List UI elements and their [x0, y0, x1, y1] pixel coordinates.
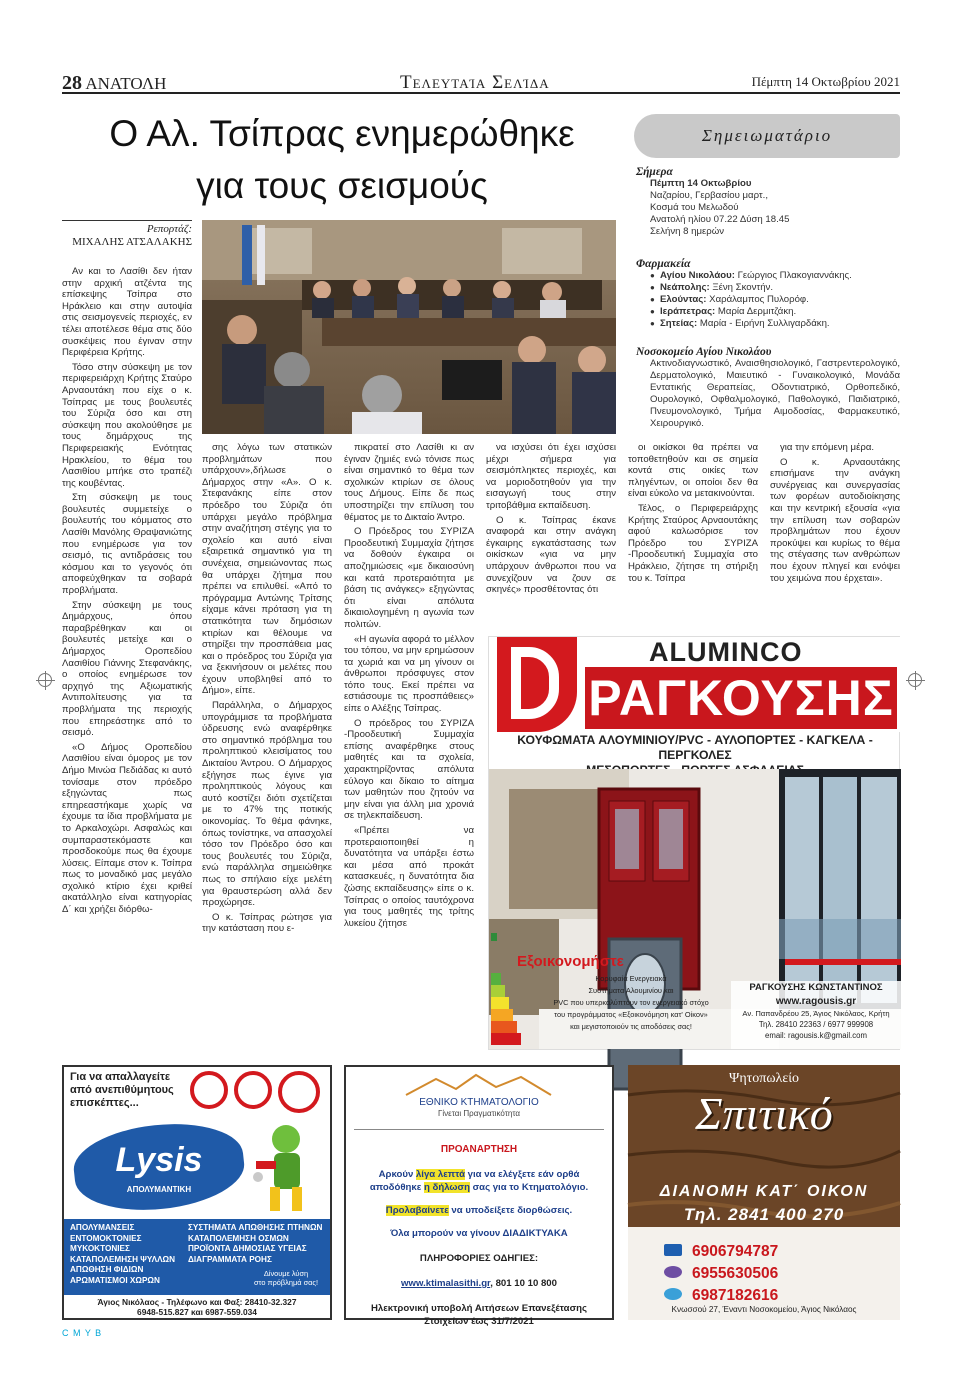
energy-line: του προγράμματος «Εξοικονόμηση κατ' Οίκον»: [554, 1010, 708, 1019]
pharmacies-list: [636, 270, 900, 330]
ktimatologio-body: [346, 1143, 612, 1328]
energy-line: και μεγιστοποιούν τις αποδόσεις σας!: [570, 1022, 692, 1031]
lysis-slogan: [244, 1269, 328, 1287]
website-link[interactable]: www.ktimalasithi.gr: [401, 1278, 491, 1289]
org-sub: Γίνεται Πραγματικότητα: [437, 1109, 521, 1118]
energy-bar-a: [491, 973, 501, 985]
article-headline: [62, 108, 622, 212]
ad-ktimatologio: [344, 1065, 614, 1327]
phone-text: , 801 10 10 800: [490, 1278, 557, 1289]
pharmacy-town: Αγίου Νικολάου:: [660, 270, 735, 281]
paragraph: για την επόμενη μέρα.: [780, 442, 875, 453]
energy-line: Κορυφαία Ενεργειακά: [595, 974, 667, 983]
list-item: ΠΡΟΪΟΝΤΑ ΔΗΜΟΣΙΑΣ ΥΓΕΙΑΣ: [188, 1244, 307, 1254]
paragraph: Ο κ. Τσίπρας έκανε αναφορά και στην ανάγκη έγκαιρης εγκατάστασης των οικίσκων «για να μην υπάρχουν άνθρωποι που να συνεχίζουν να ζουν σε σκηνές» προσθέτοντας ότι: [486, 514, 616, 596]
today-date: Πέμπτη 14 Οκτωβρίου: [650, 178, 752, 189]
notebook-title: Σημειωματάριο: [634, 114, 900, 158]
contact-line: 6948-515.827 και 6987-559.034: [137, 1307, 257, 1318]
lysis-logo: Lysis: [115, 1141, 203, 1179]
notice-line-6: [346, 1277, 612, 1290]
list-item: [650, 306, 900, 318]
paragraph: πικρατεί στο Λασίθι κι αν έγιναν ζημιές ενώ τόνισε πως είναι σημαντικό το θέμα των σχολικών κτιρίων σε όλους τους Δήμους. Είπε δε πως υποστηρίζει την επίλυση του θέματος με το Δικταίο Άντρο.: [344, 442, 474, 523]
address: Αν. Παπανδρέου 25, Άγιος Νικόλαος, Κρήτη: [742, 1009, 890, 1018]
list-item: [650, 318, 900, 330]
paragraph: Ο πρόεδρος του ΣΥΡΙΖΑ -Προοδευτική Συμμαχία επίσης αναφέρθηκε στους μαθητές και τα σχολεία, χαρακτηρίζοντας απόλυτα εύλογο και δίκαιο το αίτημα των μαθητών που ζητούν να μην είναι για άλλη μια χρονιά σε τηλεκπαίδευση.: [344, 717, 474, 822]
email: email: ragousis.k@gmail.com: [765, 1031, 867, 1040]
page-number-and-paper: [62, 72, 166, 95]
website: www.ragousis.gr: [775, 996, 857, 1007]
list-item: ΚΑΤΑΠΟΛΕΜΗΣΗ ΨΥΛΛΩΝ: [70, 1254, 176, 1264]
sun-times: Ανατολή ηλίου 07.22 Δύση 18.45: [650, 214, 790, 225]
registration-mark-left: [38, 673, 52, 687]
hospital-departments: Ακτινοδιαγνωστικό, Αναισθησιολογικό, Γαστρεντερολογικό, Δερματολογικό, Μαιευτικό - Γυναικολογικό, Μονάδα Εντατικής Θεραπείας, Οδοντιατρικό, Ορθοπεδικό, Ουρολογικό, Οφθαλμολογικό, Παθολογικό, Παιδιατρικό, Πνευμονολογικό, Τμήμα Αιμοδοσίας, Φαρμακευτικό, Χειρουργικό.: [650, 358, 900, 429]
hospital-label: Νοσοκομείο Αγίου Νικολάου: [636, 346, 772, 358]
list-item: ΜΥΚΟΚΤΟΝΙΕΣ: [70, 1244, 130, 1254]
paragraph: Ο Πρόεδρος του ΣΥΡΙΖΑ Προοδευτική Συμμαχία ζήτησε να δοθούν έγκαιρα οι αποζημιώσεις «με δικαιοσύνη και κατά προτεραιότητα με βάση τις ανάγκες» εξηγώντας ότι είναι απόλυτα δικαιολογημένη η αγωνία των πολιτών.: [344, 526, 474, 630]
r-logo-icon: [511, 647, 559, 719]
list-item: ΣΥΣΤΗΜΑΤΑ ΑΠΩΘΗΣΗΣ ΠΤΗΝΩΝ: [188, 1223, 323, 1232]
issue-date: Πέμπτη 14 Οκτωβρίου 2021: [751, 74, 900, 89]
owner-name: ΡΑΓΚΟΥΣΗΣ ΚΩΝΣΤΑΝΤΙΝΟΣ: [749, 982, 883, 993]
services-line-1: ΚΟΥΦΩΜΑΤΑ ΑΛΟΥΜΙΝΙΟΥ/PVC - ΑΥΛΟΠΟΡΤΕΣ - ΚΑΓΚΕΛΑ - ΠΕΡΓΚΟΛΕΣ: [517, 733, 873, 762]
pharmacies-label: Φαρμακεία: [636, 258, 691, 270]
org-name: ΕΘΝΙΚΟ ΚΤΗΜΑΤΟΛΟΓΙΟ: [419, 1097, 539, 1108]
notice-line-5: ΠΛΗΡΟΦΟΡΙΕΣ ΟΔΗΓΙΕΣ:: [419, 1253, 539, 1264]
spitiko-logo: Σπιτικό: [695, 1088, 833, 1139]
notice-line-2: [346, 1181, 612, 1194]
mobile-row: [664, 1241, 884, 1263]
energy-saving-block: [491, 933, 731, 1051]
ad-brand-area: [489, 637, 901, 732]
whatsapp-icon: [664, 1288, 682, 1300]
spitiko-top: Ψητοπωλείο: [729, 1071, 799, 1086]
slogan-line: Δίνουμε λύση: [263, 1269, 309, 1278]
text-run: σας για το Κτηματολόγιο.: [469, 1182, 589, 1193]
page-header: [62, 72, 900, 94]
spitiko-address: Κνωσσού 27, Έναντι Νοσοκομείου, Άγιος Νικόλαος: [671, 1305, 857, 1314]
text-run: να υποδείξετε διορθώσεις.: [448, 1205, 573, 1216]
list-item: ΚΑΤΑΠΟΛΕΜΗΣΗ ΟΣΜΩΝ: [188, 1233, 289, 1243]
meeting-photo-illustration: [202, 220, 616, 434]
lysis-contact: [64, 1297, 330, 1318]
paragraph: Στη σύσκεψη με τους βουλευτές συμμετείχε ο βουλευτής του κόμματος στο Λασίθι Μανόλης Θραψανιώτης που ενημέρωσε για τον σεισμό, τις αντιδράσεις του κόσμου και το γεγονός ότι αποφεύχθηκαν τα σοβαρά προβλήματα.: [62, 492, 192, 597]
article-column-5: [628, 442, 758, 622]
text-run: αποδόθηκε: [369, 1182, 424, 1193]
ktimatologio-logo: [346, 1071, 612, 1123]
article-column-1: [62, 266, 192, 1052]
list-item: [650, 294, 900, 306]
ad-contact-block: [731, 981, 901, 1049]
today-saints-2: Κοσμά του Μελωδού: [650, 202, 739, 213]
energy-bar-d: [491, 1009, 513, 1021]
paragraph: Ο κ. Αρναουτάκης επισήμανε την ανάγκη συνέργειας και συνεργασίας των φορέων αυτοδιοίκησης και την κεντρική εξουσία «για την επίλυση των σοβαρών προβλημάτων που έχουν προκύψει και κυρίως το θέμα της στέγασης των ανθρώπων που έχουν πληγεί και ενόψει του χειμώνα που έρχεται».: [770, 456, 900, 584]
pharmacy-town: Σητείας:: [660, 318, 698, 329]
text-run: για να ελέγξετε εάν ορθά: [465, 1169, 580, 1180]
mountains-icon: [346, 1071, 612, 1099]
lysis-tagline: Για να απαλλαγείτε από ανεπιθύμητους επισκέπτες...: [70, 1071, 174, 1109]
mobile-number: 6987182616: [692, 1287, 779, 1304]
article-column-6: [770, 442, 900, 622]
energy-bar-c: [491, 997, 509, 1009]
pharmacy-town: Ελούντας:: [660, 294, 707, 305]
paragraph: «Ο Δήμος Οροπεδίου Λασιθίου είναι όμορος με τον Δήμο Μινώα Πεδιάδας κι αυτό τονίσαμε στον πρόεδρο εξηγώντας πως επηρεαστήκαμε χωρίς να έχουμε τα ίδια προβλήματα με το Αρκαλοχώρι. Ασφαλώς και συμπαραστεκόμαστε και προσδοκούμε πως θα έχουμε λύσεις. Είπαμε στον κ. Τσίπρα πως το μοναδικό μας μεγάλο σχολικό κτίριο έχει κριθεί ακατάλληλο είναι κατηγορίας Δ΄ και χρήζει διόρθω-: [62, 741, 192, 916]
paragraph: Ο κ. Τσίπρας ρώτησε για την κατάσταση που ε-: [202, 911, 332, 935]
paragraph: οι οικίσκοι θα πρέπει να τοποθετηθούν και σε σημεία κοντά στις οικίες των πληγέντων, οι οποίοι δεν θα είναι εύκολο να μετακινούνται.: [628, 442, 758, 500]
pharmacy-name: Γεώργιος Πλακογιαννάκης.: [737, 270, 852, 281]
pharmacy-name: Μαρία Δερμιτζάκη.: [717, 306, 797, 317]
paragraph: να ισχύσει ότι έχει ισχύσει μέχρι σήμερα για σεισμόπληκτες περιοχές, και να μοριοδοτηθούν για την εισαγωγή τους στην τριτοβάθμια εκπαίδευση.: [486, 442, 616, 511]
cmyb-label: C M Y B: [62, 1328, 103, 1338]
list-item: ΕΝΤΟΜΟΚΤΟΝΙΕΣ: [70, 1233, 142, 1243]
list-item: ΑΠΟΛΥΜΑΝΣΕΙΣ: [70, 1223, 135, 1232]
phone: Τηλ. 28410 22363 / 6977 999908: [758, 1020, 874, 1029]
delivery-label: ΔΙΑΝΟΜΗ ΚΑΤ΄ ΟΙΚΟΝ: [659, 1183, 869, 1200]
pests-icons: [190, 1071, 330, 1111]
section-title: Τελευταία Σελίδα: [400, 72, 550, 93]
mobile-number: 6955630506: [692, 1265, 779, 1282]
notice-line-4: Όλα μπορούν να γίνουν ΔΙΑΔΙΚΤΥΑΚΑ: [390, 1228, 568, 1239]
byline: [62, 220, 192, 249]
mobile-row: [664, 1263, 884, 1285]
today-saints: Ναζαρίου, Γερβασίου μαρτ.,: [650, 190, 769, 201]
pharmacies-section: [636, 258, 900, 330]
today-label: Σήμερα: [636, 166, 673, 178]
no-bug-icon: [234, 1071, 272, 1109]
lysis-sub: ΑΠΟΛΥΜΑΝΤΙΚΗ: [126, 1185, 192, 1194]
paragraph: Τόσο στην σύσκεψη με τον περιφερειάρχη Κρήτης Σταύρο Αρναουτάκη που είχε ο κ. Τσίπρας με τους βουλευτές του Σύριζα όσο και στη σύσκεψη που ακολούθησε με τους δημάρχους της Περιφερειακής Ενότητας Ηρακλείου, το θέμα του Λασιθίου μπήκε στο τραπέζι της κουβέντας.: [62, 361, 192, 489]
pharmacy-town: Ιεράπετρας:: [660, 306, 716, 317]
energy-bar-e: [491, 1021, 517, 1033]
aluminco-logo: ALUMINCO: [649, 637, 803, 667]
services-right: [188, 1223, 328, 1265]
paragraph: Παράλληλα, ο Δήμαρχος υπογράμμισε τα προβλήματα ύδρευσης ενώ αναφέρθηκε στο σημαντικό πρόβλημα του προληπτικού κλεισίματος του Δικταίου Άντρου. Ο Δήμαρχος εξήγησε πως έγινε για προληπτικούς λόγους και αυτό κοστίζει διότι σχετίζεται με το 47% της ποτικής οικονομίας. Το θέμα φάνηκε, όπως τονίστηκε, να απασχολεί τόσο τον Πρόεδρο όσο και τους βουλευτές του Σύριζα, ενώ παράλληλα σημειώθηκε πως το σπήλαιο είχε μελέτη για θραυστερώση αλλά δεν προχώρησε.: [202, 700, 332, 909]
no-insect-icon: [190, 1071, 228, 1109]
headline-line-2: για τους σεισμούς: [196, 165, 488, 206]
mobile-number: 6906794787: [692, 1243, 779, 1260]
registration-mark-right: [908, 673, 922, 687]
byline-name: ΜΙΧΑΛΗΣ ΑΤΣΑΛΑΚΗΣ: [72, 236, 192, 248]
headline-line-1: Ο Αλ. Τσίπρας ενημερώθηκε: [109, 113, 575, 154]
energy-text: [531, 973, 731, 1033]
list-item: ΔΙΑΓΡΑΜΜΑΤΑ ΡΟΗΣ: [188, 1254, 272, 1264]
ad-spitiko: [628, 1065, 900, 1320]
services-left: [70, 1223, 190, 1287]
highlight: Προλαβαίνετε: [385, 1205, 449, 1216]
byline-label: Ρεπορτάζ:: [146, 223, 192, 235]
slogan-line: στο πρόβλημά σας!: [253, 1278, 319, 1287]
list-item: ΑΠΩΘΗΣΗ ΦΙΔΙΩΝ: [70, 1265, 144, 1275]
paragraph: Αν και το Λασίθι δεν ήταν στην αρχική ατζέντα της επίσκεψης Τσίπρα στο Ηράκλειο και στην αυτοψία στις σεισμογενείς περιοχές, εν τέλει αποτέλεσε θέμα στις δύο συσκέψεις που έγιναν στην Περιφέρεια Κρήτης.: [62, 266, 192, 359]
highlight: η δήλωση: [423, 1182, 470, 1193]
spitiko-phone: Τηλ. 2841 400 270: [683, 1205, 845, 1224]
article-column-3: [344, 442, 474, 1052]
notice-line-1: [346, 1168, 612, 1181]
article-column-2: [202, 442, 332, 1052]
notebook-sidebar: [634, 114, 900, 440]
notice-line-8: Στοιχείων έως 31/7/2021: [424, 1316, 534, 1327]
paragraph: σης λόγω των στατικών προβλημάτων που υπάρχουν»,δήλωσε ο Δήμαρχος στην «Α». Ο κ. Στεφανάκης είπε στον πρόεδρο του Σύριζα ότι υπάρχει μεγάλο πρόβλημα στην αναζήτηση στέγης για το σχολείο και αυτό είναι εξαιρετικά σημαντικό για τη συνέχεια, σημειώνοντας πως θα υπάρχει ζήτημα που πρέπει να επιλυθεί. «Από το πρόγραμμα Αντώνης Τρίτσης είχαμε κάνει πρόταση για τη στατικότητα των δημόσιων κτιρίων και θέλουμε να στηρίξει την προσπάθεια μας και ο πρόεδρος του Σύριζα για να ξεκινήσουν οι μελέτες που έχουν υποβληθεί από το Δήμο», είπε.: [202, 442, 332, 697]
paragraph: Τέλος, ο Περιφερειάρχης Κρήτης Σταύρος Αρναουτάκης αφού καλωσόρισε τον Πρόεδρο του ΣΥΡΙΖΑ -Προοδευτική Συμμαχία στο Ηράκλειο, ζήτησε τη στήριξη του κ. Τσίπρα: [628, 502, 758, 584]
notice-title: ΠΡΟΑΝΑΡΤΗΣΗ: [440, 1144, 518, 1155]
paragraph: «Η αγωνία αφορά το μέλλον του τόπου, να μην ερημώσουν τα χωριά και να μη γίνουν οι άνθρωποι πρόσφυγες στον τόπο τους. Εκεί πρέπει να εστιάσουμε τις προσπάθειες» είπε ο Αλέξης Τσίπρας.: [344, 633, 474, 715]
mobile-numbers: [664, 1241, 884, 1307]
mascot-icon: [250, 1117, 322, 1217]
exterminator-mascot: [250, 1117, 322, 1217]
highlight: λίγα λεπτά: [415, 1169, 466, 1180]
energy-line: Συστήματα Αλουμινίου και: [588, 986, 674, 995]
pharmacy-name: Μαρία - Ειρήνη Συλλιγαρδάκη.: [699, 318, 830, 329]
article-column-4: [486, 442, 616, 622]
pharmacy-name: Ξένη Σκοντήν.: [712, 282, 774, 293]
list-item: [650, 282, 900, 294]
energy-bar-f: [491, 1033, 521, 1045]
energy-line: PVC που υπερκαλύπτουν τον ενεργειακό στόχο: [553, 998, 709, 1007]
ad-lysis: [62, 1065, 332, 1320]
hospital-section: [636, 346, 900, 430]
list-item: [650, 270, 900, 282]
meeting-photo: [202, 220, 616, 434]
notice-line-7: Ηλεκτρονική υποβολή Αιτήσεων Επανεξέτασης: [370, 1303, 587, 1314]
energy-bar-b: [491, 985, 505, 997]
notice-line-3: [346, 1204, 612, 1217]
text-run: Αρκούν: [378, 1169, 416, 1180]
list-item: ΑΡΩΜΑΤΙΣΜΟΙ ΧΩΡΩΝ: [70, 1275, 160, 1285]
paragraph: Στην σύσκεψη με τους Δημάρχους, όπου παραβρέθηκαν και οι βουλευτές μετείχε και ο Δήμαρχος Οροπεδίου Λασιθίου Γιάννης Στεφανάκης, ο οποίος ενημέρωσε τον αρχηγό της Αξιωματικής Αντιπολίτευσης για τα προβλήματα της περιοχής που επηρεάστηκε από το σεισμό.: [62, 599, 192, 739]
paper-name: ΑΝΑΤΟΛΗ: [85, 74, 167, 93]
cmyb-marks: [62, 1328, 102, 1338]
ragkousis-logo: ΡΑΓΚΟΥΣΗΣ: [585, 667, 897, 729]
no-rat-icon: [278, 1071, 320, 1113]
ad-ragkousis: [488, 636, 900, 1050]
energy-title: Εξοικονομήστε: [517, 953, 624, 970]
today-section: [636, 166, 900, 238]
mobile-row: [664, 1285, 884, 1307]
phone-icon: [664, 1266, 682, 1278]
pharmacy-town: Νεάπολης:: [660, 282, 710, 293]
paragraph: «Πρέπει να προτεραιοποιηθεί η δυνατότητα να υπάρξει έστω και μέσα από προκάτ κατασκευές, η δυνατότητα δια ζώσης εκπαίδευσης» είπε ο κ. Τσίπρας ο οποίος ταυτόχρονα για τους μαθητές της τρίτης λυκείου ζήτησε: [344, 825, 474, 929]
viber-icon: [664, 1244, 682, 1256]
contact-line: Άγιος Νικόλαος - Τηλέφωνο και Φαξ: 28410-32.327: [97, 1297, 297, 1307]
pharmacy-name: Χαράλαμπος Πυλορόφ.: [709, 294, 809, 305]
moon-phase: Σελήνη 8 ημερών: [650, 226, 725, 237]
lysis-services: [64, 1219, 330, 1295]
page-number: 28: [62, 72, 82, 94]
